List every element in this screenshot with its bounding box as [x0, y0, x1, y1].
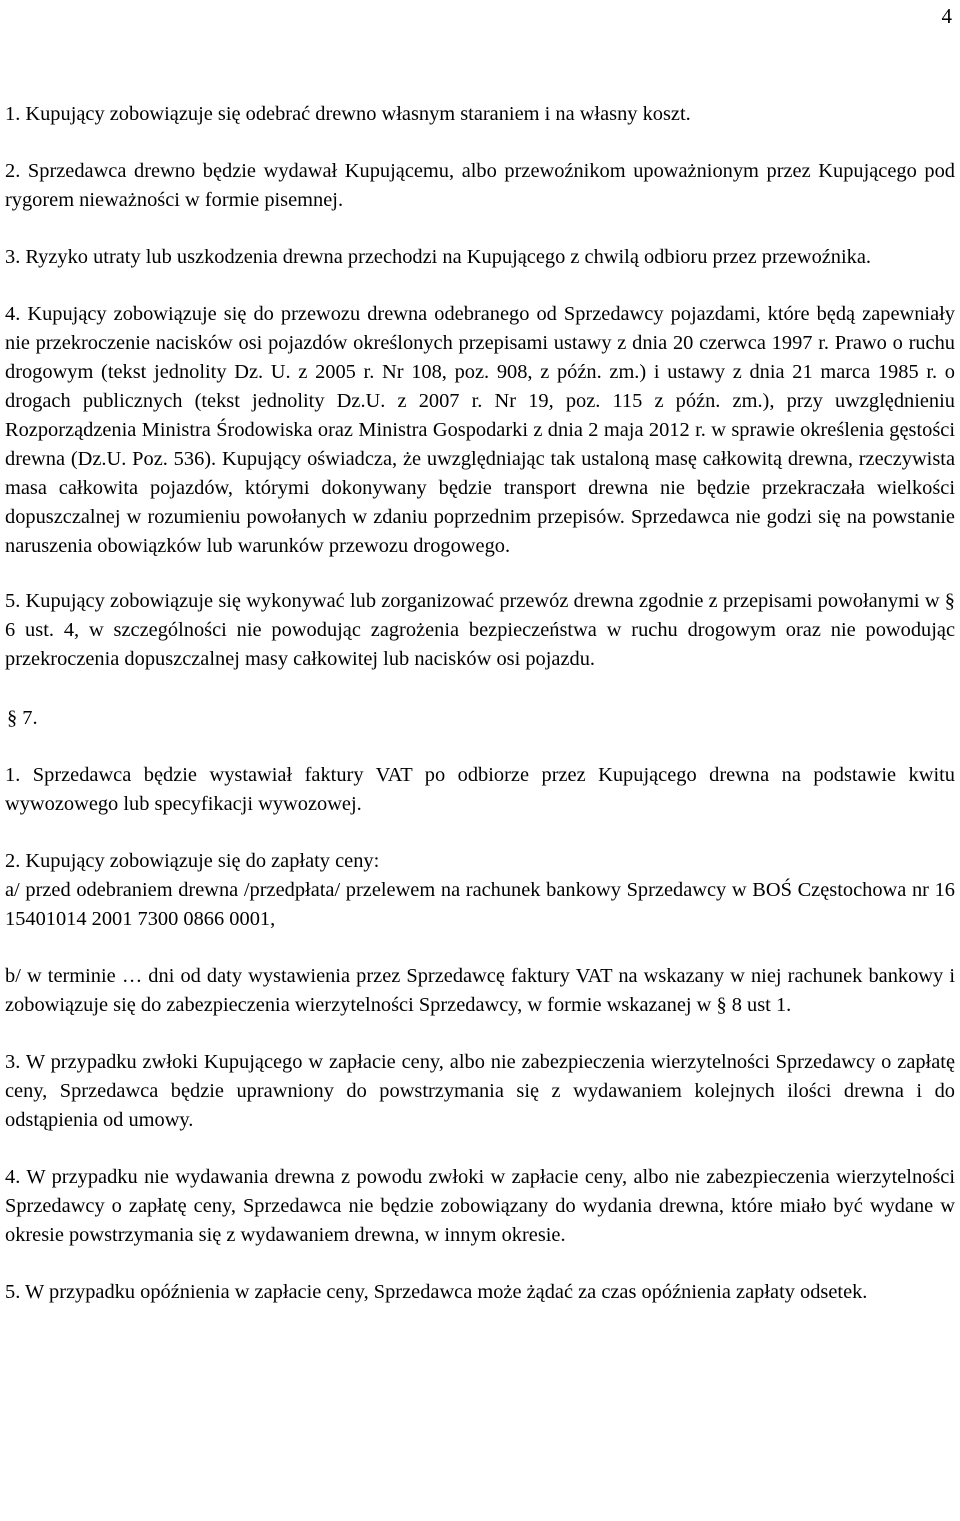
paragraph-5: 5. Kupujący zobowiązuje się wykonywać lub zorganizować przewóz drewna zgodnie z przepisami powołanymi w § 6 ust. 4, w szczególności nie powodując zagrożenia bezpieczeństwa w ruchu drogowym oraz nie powodując przekroczenia dopuszczalnej masy całkowitej lub nacisków osi pojazdu.	[5, 590, 955, 670]
section-paragraph-3: 3. W przypadku zwłoki Kupującego w zapłacie ceny, albo nie zabezpieczenia wierzytelności Sprzedawcy o zapłatę ceny, Sprzedawca będzie uprawniony do powstrzymania się z wydawaniem kolejnych ilości drewna i do odstąpienia od umowy.	[5, 1051, 955, 1131]
paragraph-4: 4. Kupujący zobowiązuje się do przewozu drewna odebranego od Sprzedawcy pojazdami, które będą zapewniały nie przekroczenie nacisków osi pojazdów określonych przepisami ustawy z dnia 20 czerwca 1997 r. Prawo o ruchu drogowym (tekst jednolity Dz. U. z 2005 r. Nr 108, poz. 908, z późn. zm.) i ustawy z dnia 21 marca 1985 r. o drogach publicznych (tekst jednolity Dz.U. z 2007 r. Nr 19, poz. 115 z późn. zm.), przy uwzględnieniu Rozporządzenia Ministra Środowiska oraz Ministra Gospodarki z dnia 2 maja 2012 r. w sprawie określenia gęstości drewna (Dz.U. Poz. 536). Kupujący oświadcza, że uwzględniając tak ustaloną masę całkowitą drewna, rzeczywista masa całkowita pojazdów, którymi dokonywany będzie transport drewna nie będzie przekraczała wielkości dopuszczalnej w rozumieniu powołanych w zdaniu poprzednim przepisów. Sprzedawca nie godzi się na powstanie naruszenia obowiązków lub warunków przewozu drogowego.	[5, 303, 955, 557]
section-paragraph-1: 1. Sprzedawca będzie wystawiał faktury VAT po odbiorze przez Kupującego drewna na podstawie kwitu wywozowego lub specyfikacji wywozowej.	[5, 764, 955, 815]
page-number: 4	[941, 4, 952, 28]
section-paragraph-5: 5. W przypadku opóźnienia w zapłacie ceny, Sprzedawca może żądać za czas opóźnienia zapłaty odsetek.	[5, 1281, 868, 1303]
paragraph-3: 3. Ryzyko utraty lub uszkodzenia drewna przechodzi na Kupującego z chwilą odbioru przez przewoźnika.	[5, 246, 872, 268]
section-heading: § 7.	[7, 707, 38, 729]
section-paragraph-4: 4. W przypadku nie wydawania drewna z powodu zwłoki w zapłacie ceny, albo nie zabezpieczenia wierzytelności Sprzedawcy o zapłatę ceny, Sprzedawca nie będzie zobowiązany do wydania drewna, które miało być wydane w okresie powstrzymania się z wydawaniem drewna, w innym okresie.	[5, 1166, 955, 1246]
section-paragraph-2b: b/ w terminie … dni od daty wystawienia przez Sprzedawcę faktury VAT na wskazany w niej rachunek bankowy i zobowiązuje się do zabezpieczenia wierzytelności Sprzedawcy, w formie wskazanej w § 8 ust 1.	[5, 965, 955, 1016]
paragraph-2: 2. Sprzedawca drewno będzie wydawał Kupującemu, albo przewoźnikom upoważnionym przez Kupującego pod rygorem nieważności w formie pisemnej.	[5, 160, 955, 211]
section-paragraph-2-intro: 2. Kupujący zobowiązuje się do zapłaty ceny:	[5, 850, 380, 872]
document-body	[5, 100, 955, 1307]
paragraph-1: 1. Kupujący zobowiązuje się odebrać drewno własnym staraniem i na własny koszt.	[5, 103, 691, 125]
section-paragraph-2a: a/ przed odebraniem drewna /przedpłata/ przelewem na rachunek bankowy Sprzedawcy w BOŚ Częstochowa nr 16 15401014 2001 7300 0866 0001,	[5, 879, 955, 930]
